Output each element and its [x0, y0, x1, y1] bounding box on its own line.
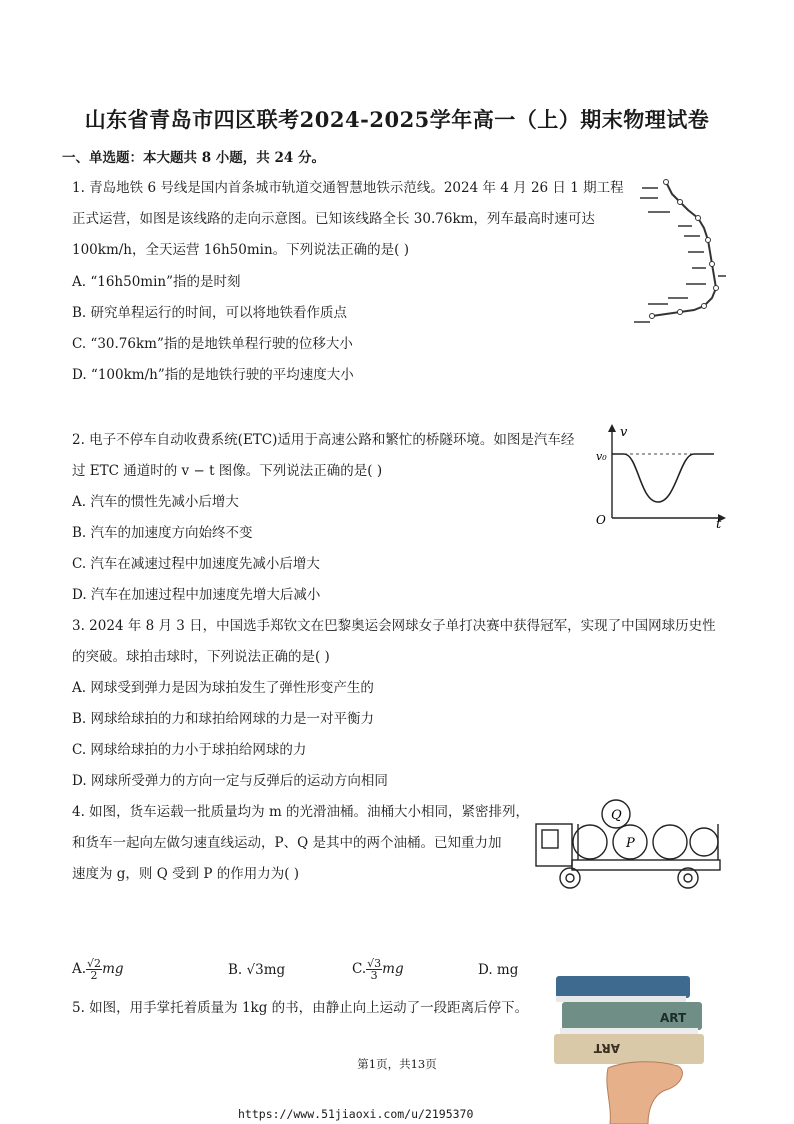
- q3-line-1: 3. 2024 年 8 月 3 日，中国选手郑钦文在巴黎奥运会网球女子单打决赛中获得冠军，实现了中国网球历史性: [72, 618, 716, 634]
- graph-origin-label: O: [596, 513, 606, 527]
- q4-option-d: D. mg: [478, 962, 519, 978]
- q4-option-a: A. $\frac{√2}{2}$ mg: [72, 957, 124, 982]
- graph-y-label: v: [620, 425, 628, 440]
- q1-line-2: 正式运营，如图是该线路的走向示意图。已知该线路全长 30.76km，列车最高时速可达: [72, 211, 595, 227]
- q4-option-c: C. $\frac{√3}{3}$ mg: [352, 957, 404, 982]
- q2-line-1: 2. 电子不停车自动收费系统(ETC)适用于高速公路和繁忙的桥隧环境。如图是汽车经: [72, 432, 575, 448]
- q2-line-2: 过 ETC 通道时的 v − t 图像。下列说法正确的是( ): [72, 463, 383, 479]
- q5-line-1: 5. 如图，用手掌托着质量为 1kg 的书，由静止向上运动了一段距离后停下。: [72, 1000, 529, 1016]
- exam-title: 山东省青岛市四区联考2024-2025学年高一（上）期末物理试卷: [84, 107, 710, 132]
- q1-option-c: C. “30.76km”指的是地铁单程行驶的位移大小: [72, 336, 353, 352]
- q1-line-1: 1. 青岛地铁 6 号线是国内首条城市轨道交通智慧地铁示范线。2024 年 4 月 26 日 1 期工程: [72, 180, 624, 196]
- graph-x-label: t: [716, 517, 722, 532]
- q4-line-1: 4. 如图，货车运载一批质量均为 m 的光滑油桶。油桶大小相同，紧密排列，: [72, 804, 530, 820]
- q3-line-2: 的突破。球拍击球时，下列说法正确的是( ): [72, 649, 330, 665]
- books-on-hand-figure: [548, 968, 716, 1124]
- metro-route-map-figure: [628, 172, 728, 332]
- truck-barrels-figure: [532, 796, 728, 896]
- graph-v0-label: v₀: [596, 450, 607, 463]
- q3-option-c: C. 网球给球拍的力小于球拍给网球的力: [72, 742, 307, 758]
- q2-option-d: D. 汽车在加速过程中加速度先增大后减小: [72, 587, 321, 603]
- q3-option-b: B. 网球给球拍的力和球拍给网球的力是一对平衡力: [72, 711, 375, 727]
- q4-line-2: 和货车一起向左做匀速直线运动，P、Q 是其中的两个油桶。已知重力加: [72, 835, 502, 851]
- barrel-q-label: Q: [611, 808, 622, 823]
- q1-option-d: D. “100km/h”指的是地铁行驶的平均速度大小: [72, 367, 354, 383]
- q1-option-b: B. 研究单程运行的时间，可以将地铁看作质点: [72, 305, 348, 321]
- watermark-url: https://www.51jiaoxi.com/u/2195370: [238, 1107, 474, 1121]
- q2-option-b: B. 汽车的加速度方向始终不变: [72, 525, 253, 541]
- section-heading: 一、单选题：本大题共 8 小题，共 24 分。: [62, 150, 325, 166]
- q2-option-a: A. 汽车的惯性先减小后增大: [72, 494, 239, 510]
- q2-option-c: C. 汽车在减速过程中加速度先减小后增大: [72, 556, 320, 572]
- q3-option-a: A. 网球受到弹力是因为球拍发生了弹性形变产生的: [72, 680, 374, 696]
- q3-option-d: D. 网球所受弹力的方向一定与反弹后的运动方向相同: [72, 773, 388, 789]
- q4-option-b: B. √3mg: [228, 962, 286, 978]
- vt-graph-figure: [592, 420, 732, 532]
- barrel-p-label: P: [626, 836, 635, 851]
- book-label-bottom: ART: [593, 1041, 620, 1055]
- q1-line-3: 100km/h，全天运营 16h50min。下列说法正确的是( ): [72, 242, 409, 258]
- book-label-top: ART: [660, 1011, 687, 1025]
- q1-option-a: A. “16h50min”指的是时刻: [72, 274, 241, 290]
- q4-line-3: 速度为 g，则 Q 受到 P 的作用力为( ): [72, 866, 300, 882]
- page-number: 第1页，共13页: [357, 1057, 437, 1071]
